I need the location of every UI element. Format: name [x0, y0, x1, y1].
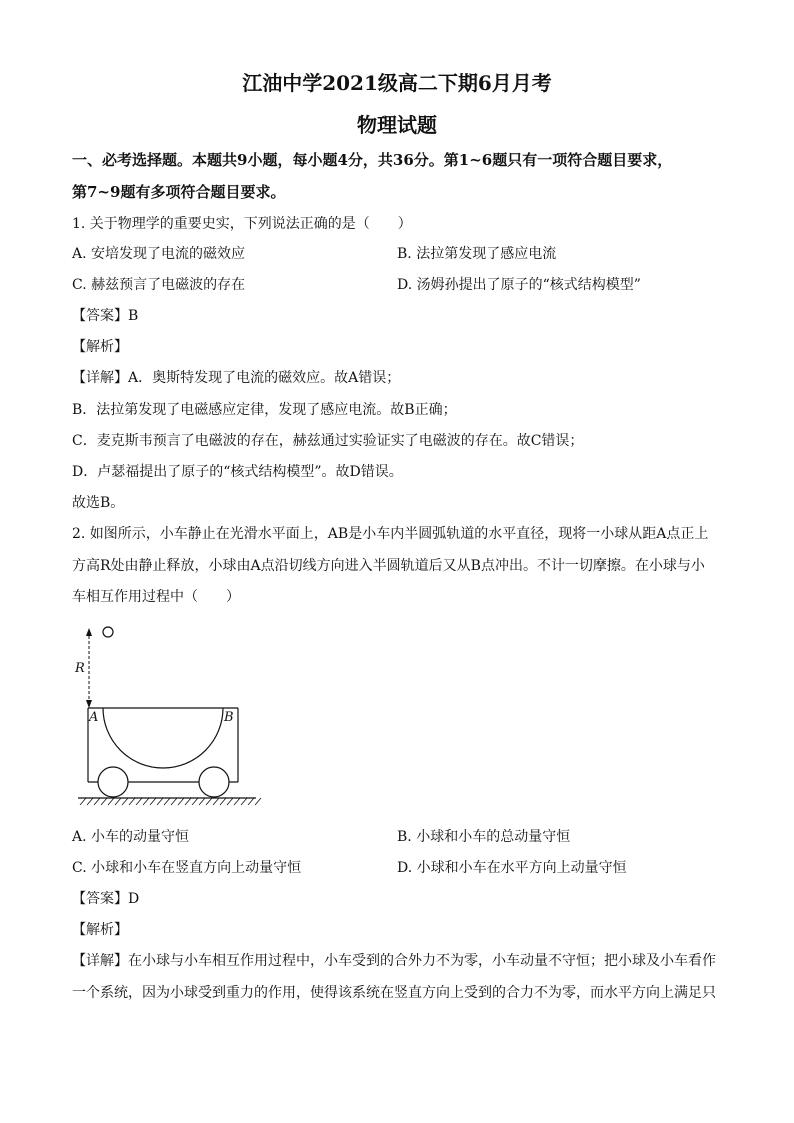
- q1-detail-line: C．麦克斯韦预言了电磁波的存在，赫兹通过实验证实了电磁波的存在。故C错误；: [72, 433, 584, 449]
- label-r: R: [75, 661, 85, 676]
- height-arrow-icon: [86, 628, 92, 708]
- page-title: 江油中学2021级高二下期6月月考: [242, 71, 552, 95]
- q2-detail-line: 【详解】在小球与小车相互作用过程中，小车受到的合外力不为零，小车动量不守恒；把小球及小车看作: [72, 953, 716, 969]
- q1-detail-line: B．法拉第发现了电磁感应定律，发现了感应电流。故B正确；: [72, 402, 457, 418]
- ground-icon: [78, 798, 261, 805]
- ball-icon: [103, 627, 113, 637]
- wheel-icon: [199, 767, 229, 797]
- section-heading-line-2: 第7~9题有多项符合题目要求。: [72, 183, 286, 201]
- section-heading-line-1: 一、必考选择题。本题共9小题，每小题4分，共36分。第1~6题只有一项符合题目要求，: [72, 151, 673, 169]
- q1-option-a: A. 安培发现了电流的磁效应: [72, 246, 246, 262]
- q2-detail-line: 一个系统，因为小球受到重力的作用，使得该系统在竖直方向上受到的合力不为零，而水平方向上满足只: [72, 985, 716, 1001]
- cart-figure: [70, 622, 270, 812]
- q2-option-d: D. 小球和小车在水平方向上动量守恒: [397, 860, 627, 876]
- wheel-icon: [98, 767, 128, 797]
- q2-stem-line: 2. 如图所示，小车静止在光滑水平面上，AB是小车内半圆弧轨道的水平直径，现将一小球从距A点正上: [72, 526, 709, 542]
- q2-stem-line: 车相互作用过程中（ ）: [72, 589, 240, 605]
- q2-analysis: 【解析】: [72, 922, 128, 938]
- q1-detail-line: 故选B。: [72, 495, 125, 511]
- page-subtitle: 物理试题: [357, 113, 437, 137]
- q2-stem-line: 方高R处由静止释放，小球由A点沿切线方向进入半圆轨道后又从B点冲出。不计一切摩擦。在小球与小: [72, 558, 705, 574]
- q1-option-b: B. 法拉第发现了感应电流: [397, 246, 557, 262]
- q1-analysis: 【解析】: [72, 339, 128, 355]
- q2-answer: 【答案】D: [72, 891, 140, 907]
- q2-option-a: A. 小车的动量守恒: [72, 829, 190, 845]
- q1-detail-line: D．卢瑟福提出了原子的“核式结构模型”。故D错误。: [72, 464, 403, 480]
- q1-stem: 1. 关于物理学的重要史实，下列说法正确的是（ ）: [72, 216, 412, 232]
- q1-answer: 【答案】B: [72, 308, 139, 324]
- q2-option-c: C. 小球和小车在竖直方向上动量守恒: [72, 860, 302, 876]
- label-a: A: [89, 710, 99, 725]
- label-b: B: [224, 710, 234, 725]
- q1-option-d: D. 汤姆孙提出了原子的“核式结构模型”: [397, 277, 641, 293]
- q2-option-b: B. 小球和小车的总动量守恒: [397, 829, 571, 845]
- q1-option-c: C. 赫兹预言了电磁波的存在: [72, 277, 246, 293]
- q1-detail-line: 【详解】A．奥斯特发现了电流的磁效应。故A错误；: [72, 370, 401, 386]
